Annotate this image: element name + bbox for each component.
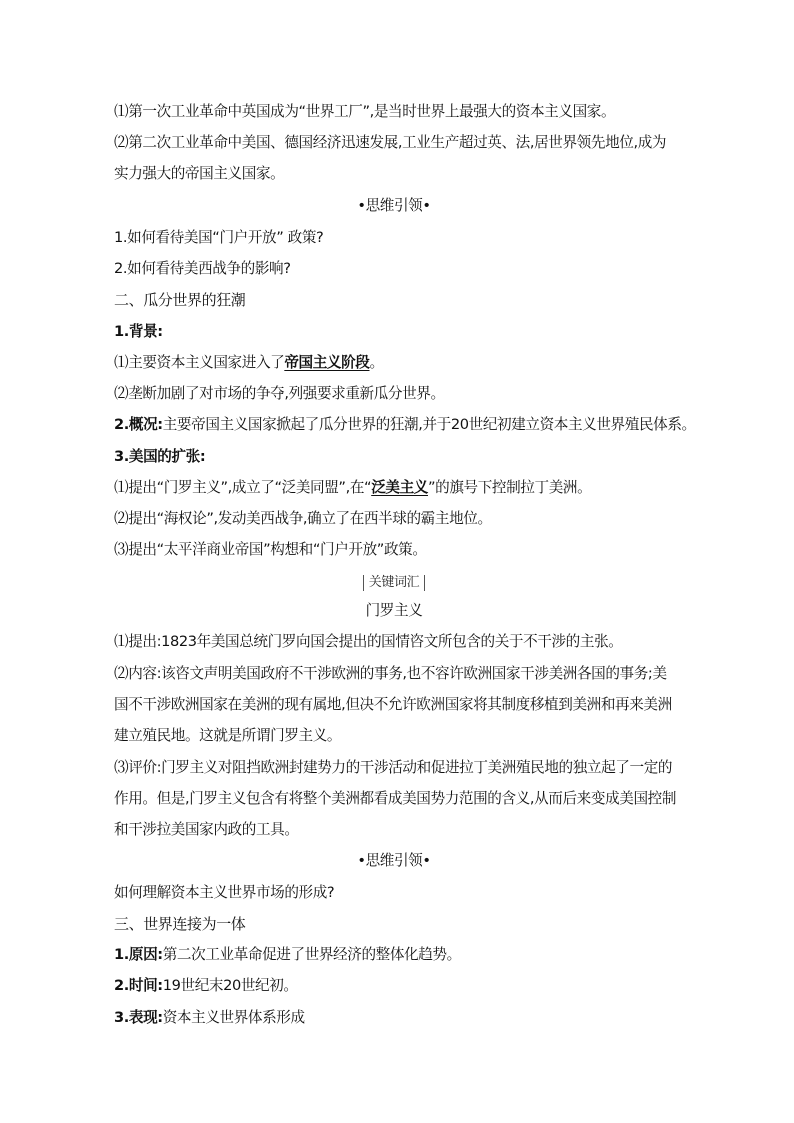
cause-label: 1.原因:	[114, 946, 163, 963]
thinking-guide-heading-2: •思维引领•	[357, 852, 431, 869]
keyword-evaluation-1: ⑶评价:门罗主义对阻挡欧洲封建势力的干涉活动和促进拉丁美洲殖民地的独立起了一定的	[114, 759, 673, 776]
background-title: 1.背景:	[114, 323, 163, 340]
keyword-evaluation-3: 和干涉拉美国家内政的工具。	[114, 821, 299, 838]
time-text: 19世纪末20世纪初。	[162, 977, 298, 994]
us-expansion-item-1-post: ”的旗号下控制拉丁美洲。	[427, 479, 592, 496]
overview-text: 主要帝国主义国家掀起了瓜分世界的狂潮,并于20世纪初建立资本主义世界殖民体系。	[162, 416, 696, 433]
manifestation-label: 3.表现:	[114, 1009, 163, 1026]
manifestation-line	[114, 1008, 305, 1028]
background-item-1-text: ⑴主要资本主义国家进入了	[114, 354, 285, 371]
us-expansion-item-2: ⑵提出“海权论”,发动美西战争,确立了在西半球的霸主地位。	[114, 510, 492, 527]
keyword-content-1: ⑵内容:该咨文声明美国政府不干涉欧洲的事务,也不容许欧洲国家干涉美洲各国的事务;美	[114, 665, 667, 682]
keyword-tag: 关键词汇	[363, 575, 425, 591]
paragraph-us-germany-cont: 实力强大的帝国主义国家。	[114, 165, 285, 182]
keyword-content-2: 国不干涉欧洲国家在美洲的现有属地,但决不允许欧洲国家将其制度移植到美洲和再来美洲	[114, 696, 672, 713]
manifestation-text: 资本主义世界体系形成	[162, 1009, 305, 1026]
cause-text: 第二次工业革命促进了世界经济的整体化趋势。	[162, 946, 461, 963]
paragraph-us-germany: ⑵第二次工业革命中美国、德国经济迅速发展,工业生产超过英、法,居世界领先地位,成为	[114, 134, 667, 151]
background-item-1	[114, 353, 384, 373]
thinking-guide-heading: •思维引领•	[357, 197, 431, 214]
section-heading-2: 二、瓜分世界的狂潮	[114, 291, 246, 309]
question-1: 1.如何看待美国“门户开放” 政策?	[114, 229, 324, 246]
time-line	[114, 976, 298, 996]
question-3: 如何理解资本主义世界市场的形成?	[114, 884, 335, 901]
section-heading-3: 三、世界连接为一体	[114, 915, 246, 933]
cause-line	[114, 945, 461, 965]
keyword-evaluation-2: 作用。但是,门罗主义包含有将整个美洲都看成美国势力范围的含义,从而后来变成美国控制	[114, 790, 677, 807]
us-expansion-item-1-pre: ⑴提出“门罗主义”,成立了“泛美同盟”,在“	[114, 479, 372, 496]
imperialism-stage-emphasis: 帝国主义阶段	[284, 354, 370, 371]
overview-label: 2.概况:	[114, 416, 163, 433]
us-expansion-item-1	[114, 478, 591, 498]
background-item-2: ⑵垄断加剧了对市场的争夺,列强要求重新瓜分世界。	[114, 385, 445, 402]
period: 。	[369, 354, 384, 371]
keyword-title: 门罗主义	[365, 602, 423, 619]
keyword-proposal: ⑴提出:1823年美国总统门罗向国会提出的国情咨文所包含的关于不干涉的主张。	[114, 633, 623, 650]
us-expansion-title: 3.美国的扩张:	[114, 448, 206, 465]
overview-line	[114, 415, 696, 435]
time-label: 2.时间:	[114, 977, 163, 994]
us-expansion-item-3: ⑶提出“太平洋商业帝国”构想和“门户开放”政策。	[114, 541, 427, 558]
paragraph-britain: ⑴第一次工业革命中英国成为“世界工厂”,是当时世界上最强大的资本主义国家。	[114, 103, 616, 120]
keyword-tag-line	[114, 572, 674, 592]
keyword-content-3: 建立殖民地。这就是所谓门罗主义。	[114, 727, 342, 744]
question-2: 2.如何看待美西战争的影响?	[114, 260, 291, 277]
pan-americanism-emphasis: 泛美主义	[371, 479, 428, 496]
